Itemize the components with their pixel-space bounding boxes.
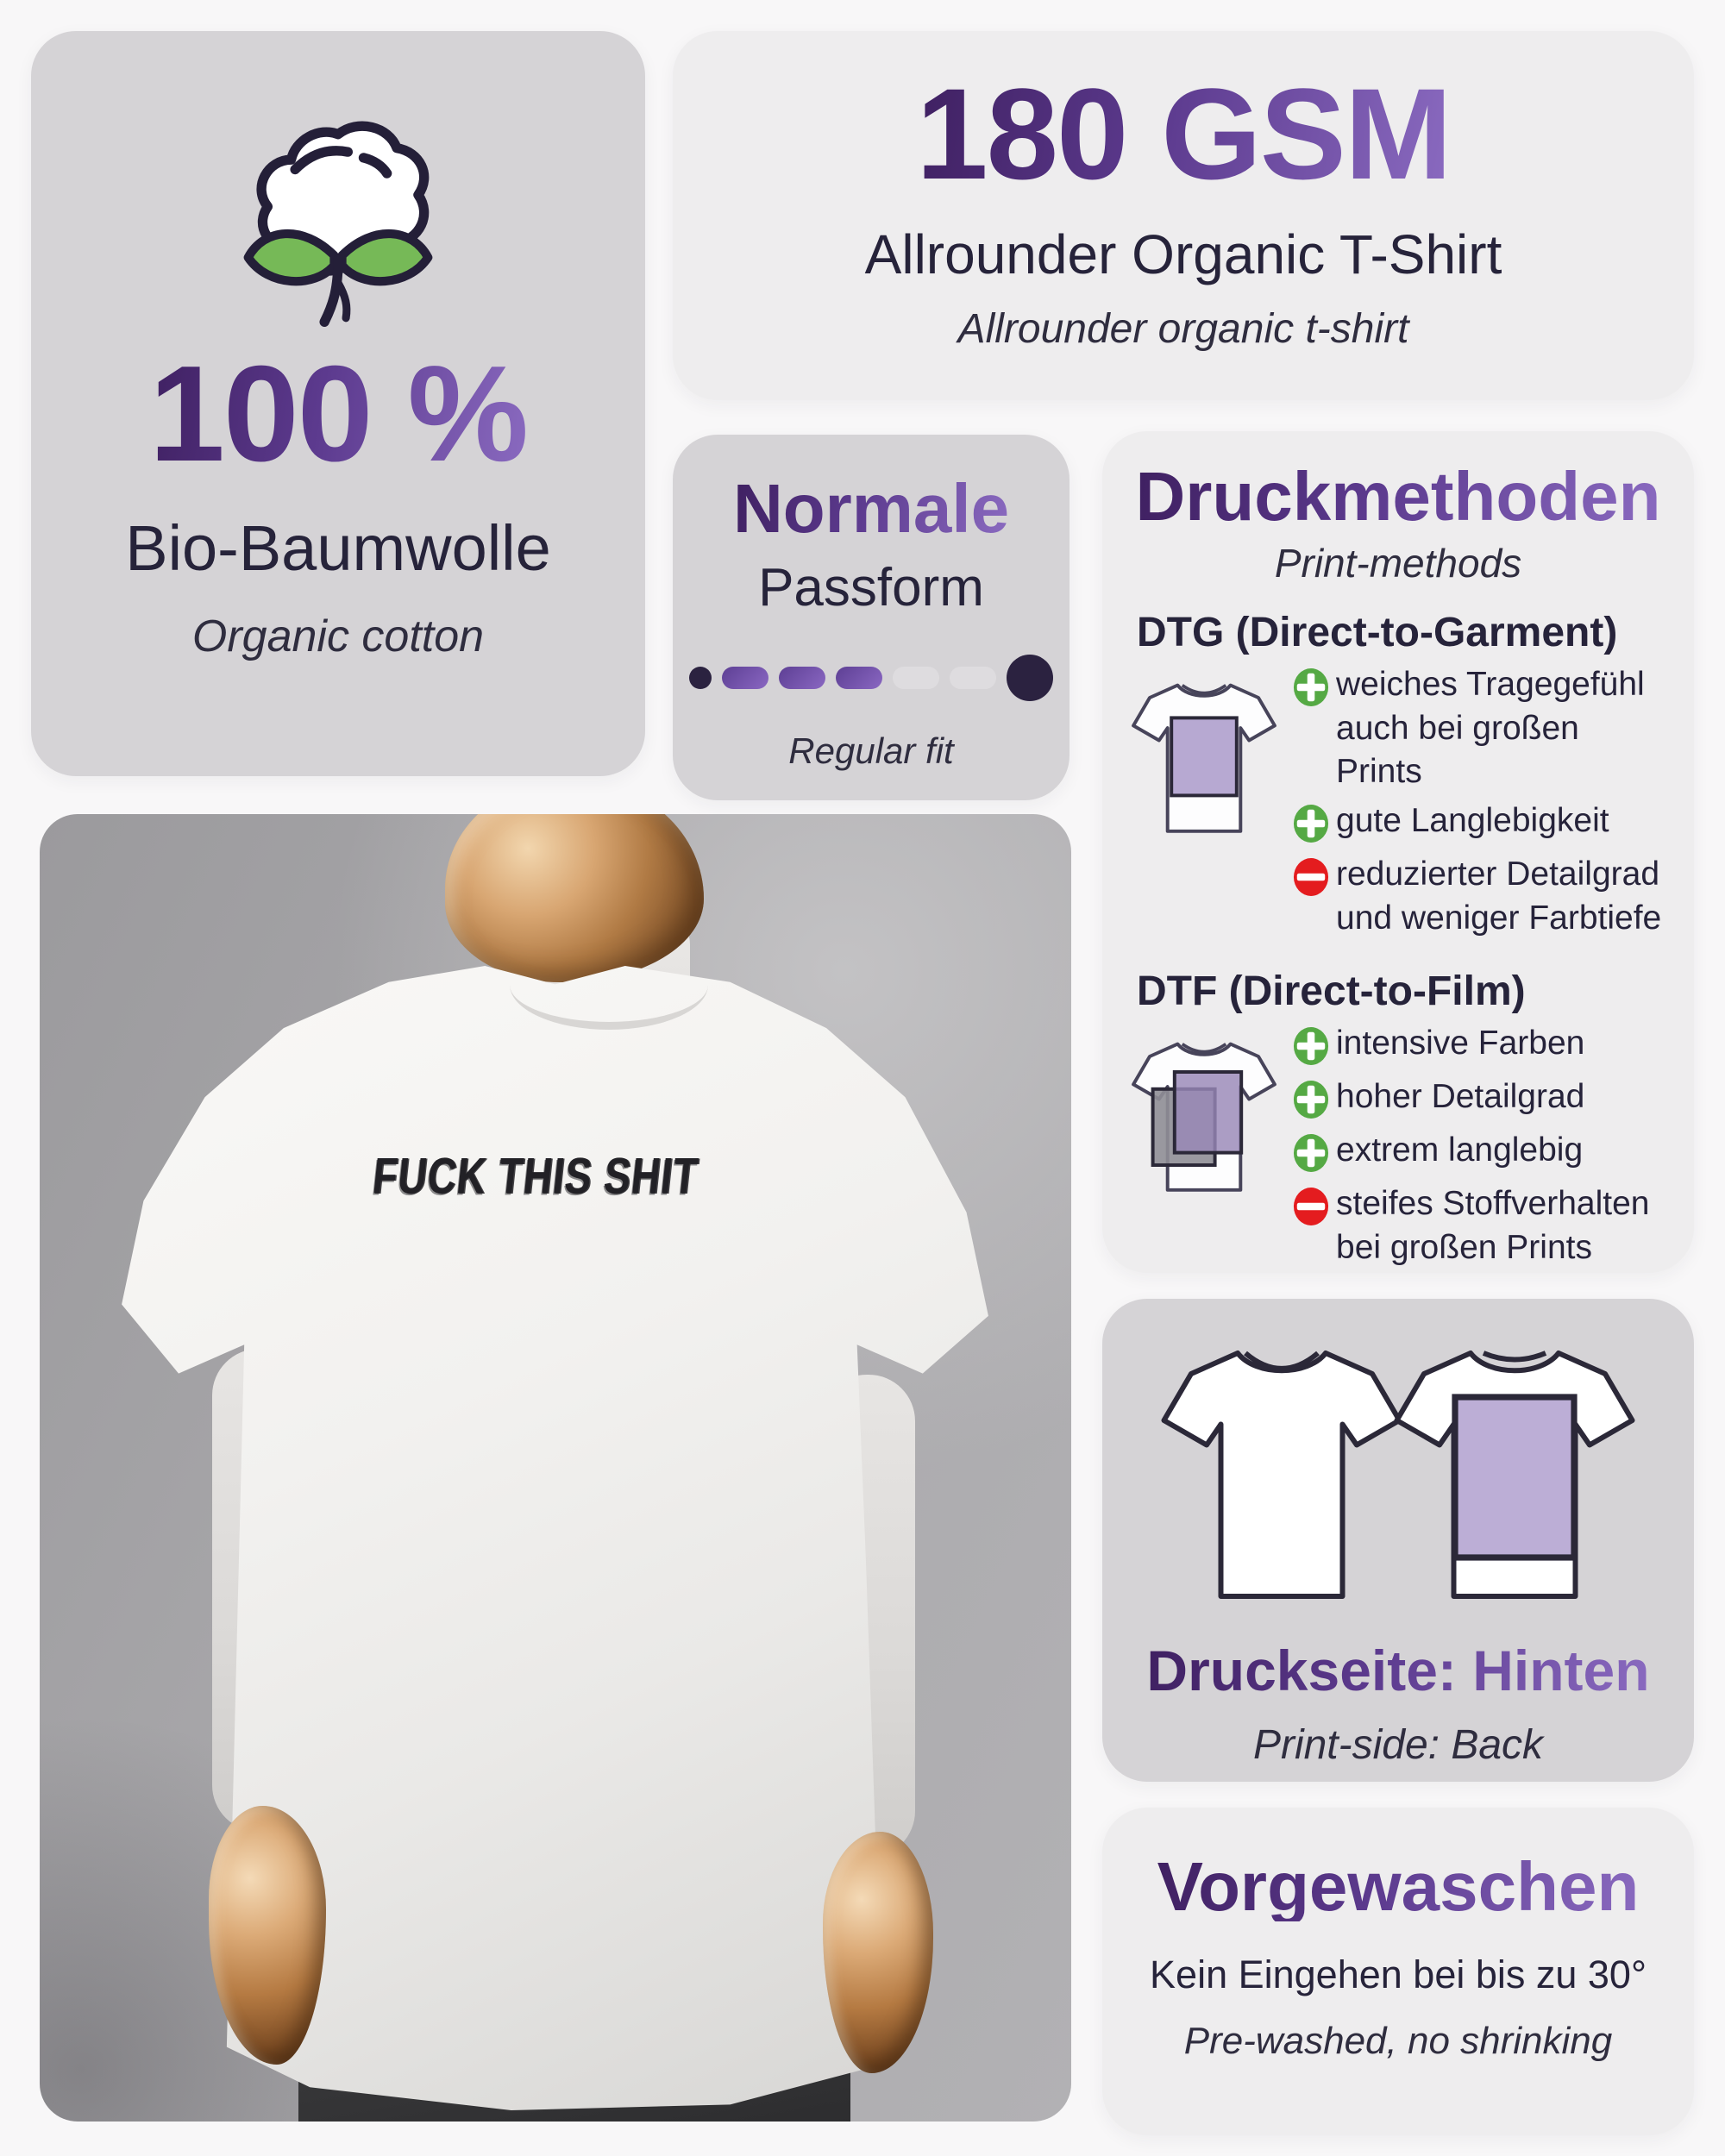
prewashed-card	[1102, 1808, 1694, 2135]
tshirt-back-icon	[1385, 1335, 1644, 1620]
plus-icon	[1293, 1075, 1336, 1124]
minus-icon	[1293, 853, 1336, 901]
print-method-disadvantage	[1293, 1182, 1664, 1269]
fit-scale-max-dot	[1007, 655, 1053, 701]
print-methods-title-en: Print-methods	[1274, 541, 1522, 586]
tshirt-print-text: FUCK THIS SHIT	[370, 1146, 701, 1205]
fit-scale-segment	[893, 667, 939, 689]
plus-icon	[1293, 663, 1336, 711]
prewashed-label-en: Pre-washed, no shrinking	[1183, 2020, 1613, 2062]
pro-con-text: intensive Farben	[1336, 1025, 1585, 1062]
pro-con-text: extrem langlebig	[1336, 1131, 1584, 1169]
fit-scale-segments	[722, 667, 996, 689]
pro-con-text: reduzierter Detailgrad und weniger Farbtiefe	[1336, 856, 1662, 937]
fit-card	[673, 435, 1070, 800]
product-name-de: Allrounder Organic T-Shirt	[864, 223, 1502, 285]
print-method-advantage	[1293, 663, 1664, 794]
print-side-label-en: Print-side: Back	[1252, 1722, 1544, 1768]
prewashed-title-de: Vorgewaschen	[1157, 1848, 1640, 1925]
material-label-en: Organic cotton	[191, 611, 485, 661]
plus-icon	[1293, 1022, 1336, 1070]
minus-icon	[1293, 1182, 1336, 1231]
material-card	[31, 31, 645, 776]
print-method-advantage	[1293, 1129, 1664, 1177]
print-side-card	[1102, 1299, 1694, 1782]
dtf-heading: DTF (Direct-to-Film)	[1137, 968, 1526, 1015]
fit-scale-segment	[950, 667, 996, 689]
print-side-title-de: Druckseite: Hinten	[1146, 1639, 1650, 1702]
fit-title-de-line1: Normale	[732, 470, 1010, 547]
dtg-heading: DTG (Direct-to-Garment)	[1137, 610, 1618, 655]
tshirt-dtf-film-icon	[1126, 1022, 1286, 1213]
dtf-pro-con-list	[1293, 1022, 1664, 1275]
mannequin-left-gold-hand	[209, 1806, 326, 2065]
material-percentage: 100 %	[148, 338, 527, 490]
pro-con-text: gute Langlebigkeit	[1336, 802, 1609, 840]
fit-label-en: Regular fit	[788, 730, 954, 771]
dtg-pro-con-list	[1293, 663, 1664, 945]
fit-scale-segment	[779, 667, 825, 689]
mannequin-right-gold-hand	[823, 1832, 933, 2073]
product-name-en: Allrounder organic t-shirt	[957, 306, 1409, 352]
tshirt-front-icon	[1152, 1335, 1411, 1620]
fabric-weight-card	[673, 31, 1694, 400]
fit-scale-segment	[836, 667, 882, 689]
fabric-weight-value: 180 GSM	[916, 61, 1451, 206]
print-methods-title-de: Druckmethoden	[1135, 458, 1661, 535]
dtf-section	[1126, 1022, 1670, 1275]
tshirt-collar	[510, 940, 708, 1030]
print-method-advantage	[1293, 1075, 1664, 1124]
fit-scale-segment	[722, 667, 768, 689]
dtg-section	[1126, 663, 1670, 945]
pro-con-text: steifes Stoffverhalten bei großen Prints	[1336, 1185, 1650, 1267]
fit-scale-min-dot	[689, 667, 712, 689]
product-photo	[40, 814, 1071, 2122]
pro-con-text: hoher Detailgrad	[1336, 1078, 1585, 1116]
tshirt-front-and-back-icons	[1102, 1330, 1694, 1630]
print-method-disadvantage	[1293, 853, 1664, 940]
fit-scale	[673, 655, 1070, 701]
print-methods-card	[1102, 431, 1694, 1273]
print-method-advantage	[1293, 1022, 1664, 1070]
tshirt-dtg-print-icon	[1126, 663, 1286, 854]
prewashed-label-de: Kein Eingehen bei bis zu 30°	[1150, 1952, 1647, 1996]
plus-icon	[1293, 1129, 1336, 1177]
print-method-advantage	[1293, 799, 1664, 848]
fit-title-de-line2: Passform	[758, 558, 984, 617]
plus-icon	[1293, 799, 1336, 848]
material-label-de: Bio-Baumwolle	[125, 512, 551, 584]
pro-con-text: weiches Tragegefühl auch bei großen Prints	[1336, 666, 1645, 791]
